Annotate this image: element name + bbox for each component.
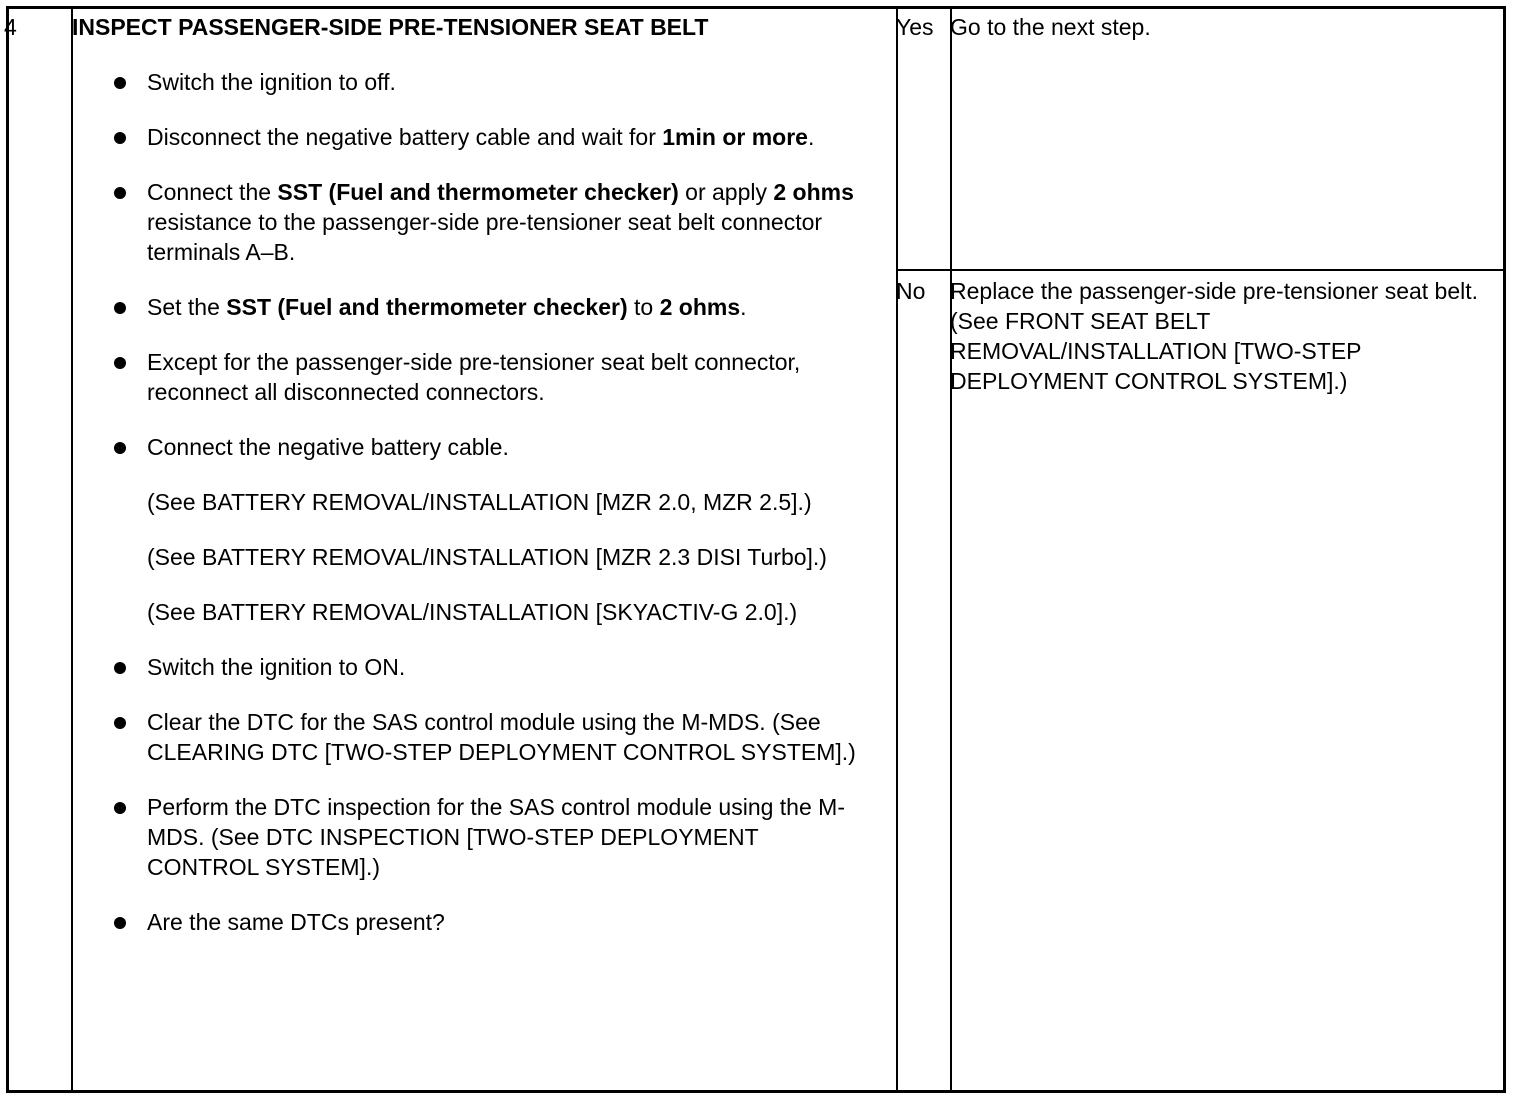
step-number: 4 — [4, 14, 17, 40]
step-reference — [72, 542, 872, 572]
text-segment: Perform the DTC inspection for the SAS control module using the M-MDS. (See DTC INSPECTION [TWO-STEP DEPLOYMENT CONTROL SYSTEM].) — [147, 794, 845, 880]
bullet-icon — [114, 662, 126, 674]
step-text — [147, 487, 872, 517]
step-text — [147, 542, 872, 572]
result-yes-label: Yes — [896, 14, 934, 40]
step-text — [147, 707, 872, 767]
text-segment: . — [740, 294, 747, 320]
result-no-label: No — [896, 278, 926, 304]
step-item — [72, 177, 872, 267]
bullet-icon — [114, 802, 126, 814]
column-divider — [950, 9, 952, 1090]
step-text — [147, 177, 872, 267]
step-item — [72, 292, 872, 322]
text-segment: . — [807, 124, 815, 150]
bold-text-segment: 2 ohms — [773, 179, 854, 205]
step-reference — [72, 597, 872, 627]
result-no-action: Replace the passenger-side pre-tensioner seat belt. (See FRONT SEAT BELT REMOVAL/INSTALLATION [TWO-STEP DEPLOYMENT CONTROL SYSTEM].) — [950, 278, 1479, 394]
step-text — [147, 122, 872, 152]
step-text — [147, 652, 872, 682]
bold-text-segment: SST (Fuel and thermometer checker) — [226, 294, 628, 320]
bullet-icon — [114, 717, 126, 729]
text-segment: Set the — [147, 294, 227, 320]
bullet-icon — [114, 302, 126, 314]
bullet-icon — [114, 132, 126, 144]
bullet-icon — [114, 187, 126, 199]
step-text — [147, 347, 872, 407]
inspection-steps-list — [72, 67, 872, 962]
step-item — [72, 792, 872, 882]
text-segment: Connect the negative battery cable. — [147, 434, 509, 460]
step-reference — [72, 487, 872, 517]
column-divider — [896, 9, 898, 1090]
step-item — [72, 432, 872, 462]
text-segment: or apply — [678, 179, 774, 205]
step-title: INSPECT PASSENGER-SIDE PRE-TENSIONER SEAT BELT — [72, 14, 709, 40]
step-text — [147, 907, 872, 937]
text-segment: Disconnect the negative battery cable and wait for — [147, 124, 663, 150]
text-segment: Except for the passenger-side pre-tensioner seat belt connector, reconnect all disconnected connectors. — [147, 349, 801, 405]
text-segment: Are the same DTCs present? — [147, 909, 445, 935]
text-segment: Switch the ignition to ON. — [147, 654, 406, 680]
step-text — [147, 292, 872, 322]
bullet-icon — [114, 442, 126, 454]
text-segment: Switch the ignition to off. — [147, 69, 396, 95]
text-segment: Connect the — [147, 179, 278, 205]
text-segment: (See BATTERY REMOVAL/INSTALLATION [SKYACTIV-G 2.0].) — [147, 599, 798, 625]
step-item — [72, 652, 872, 682]
step-text — [147, 67, 872, 97]
bold-text-segment: 1min or more — [662, 124, 808, 150]
step-item — [72, 707, 872, 767]
text-segment: (See BATTERY REMOVAL/INSTALLATION [MZR 2.0, MZR 2.5].) — [147, 489, 812, 515]
text-segment: resistance to the passenger-side pre-tensioner seat belt connector terminals A–B. — [147, 209, 823, 265]
text-segment: (See BATTERY REMOVAL/INSTALLATION [MZR 2.3 DISI Turbo].) — [147, 544, 827, 570]
bold-text-segment: 2 ohms — [659, 294, 741, 320]
bullet-icon — [114, 77, 126, 89]
result-yes-action: Go to the next step. — [950, 14, 1151, 40]
bold-text-segment: SST (Fuel and thermometer checker) — [277, 179, 679, 205]
step-item — [72, 122, 872, 152]
row-divider — [896, 269, 1503, 271]
text-segment: to — [627, 294, 660, 320]
step-item — [72, 907, 872, 937]
step-text — [147, 597, 872, 627]
step-item — [72, 347, 872, 407]
bullet-icon — [114, 357, 126, 369]
bullet-icon — [114, 917, 126, 929]
step-text — [147, 792, 872, 882]
step-text — [147, 432, 872, 462]
step-item — [72, 67, 872, 97]
text-segment: Clear the DTC for the SAS control module using the M-MDS. (See CLEARING DTC [TWO-STEP DEPLOYMENT CONTROL SYSTEM].) — [147, 709, 856, 765]
